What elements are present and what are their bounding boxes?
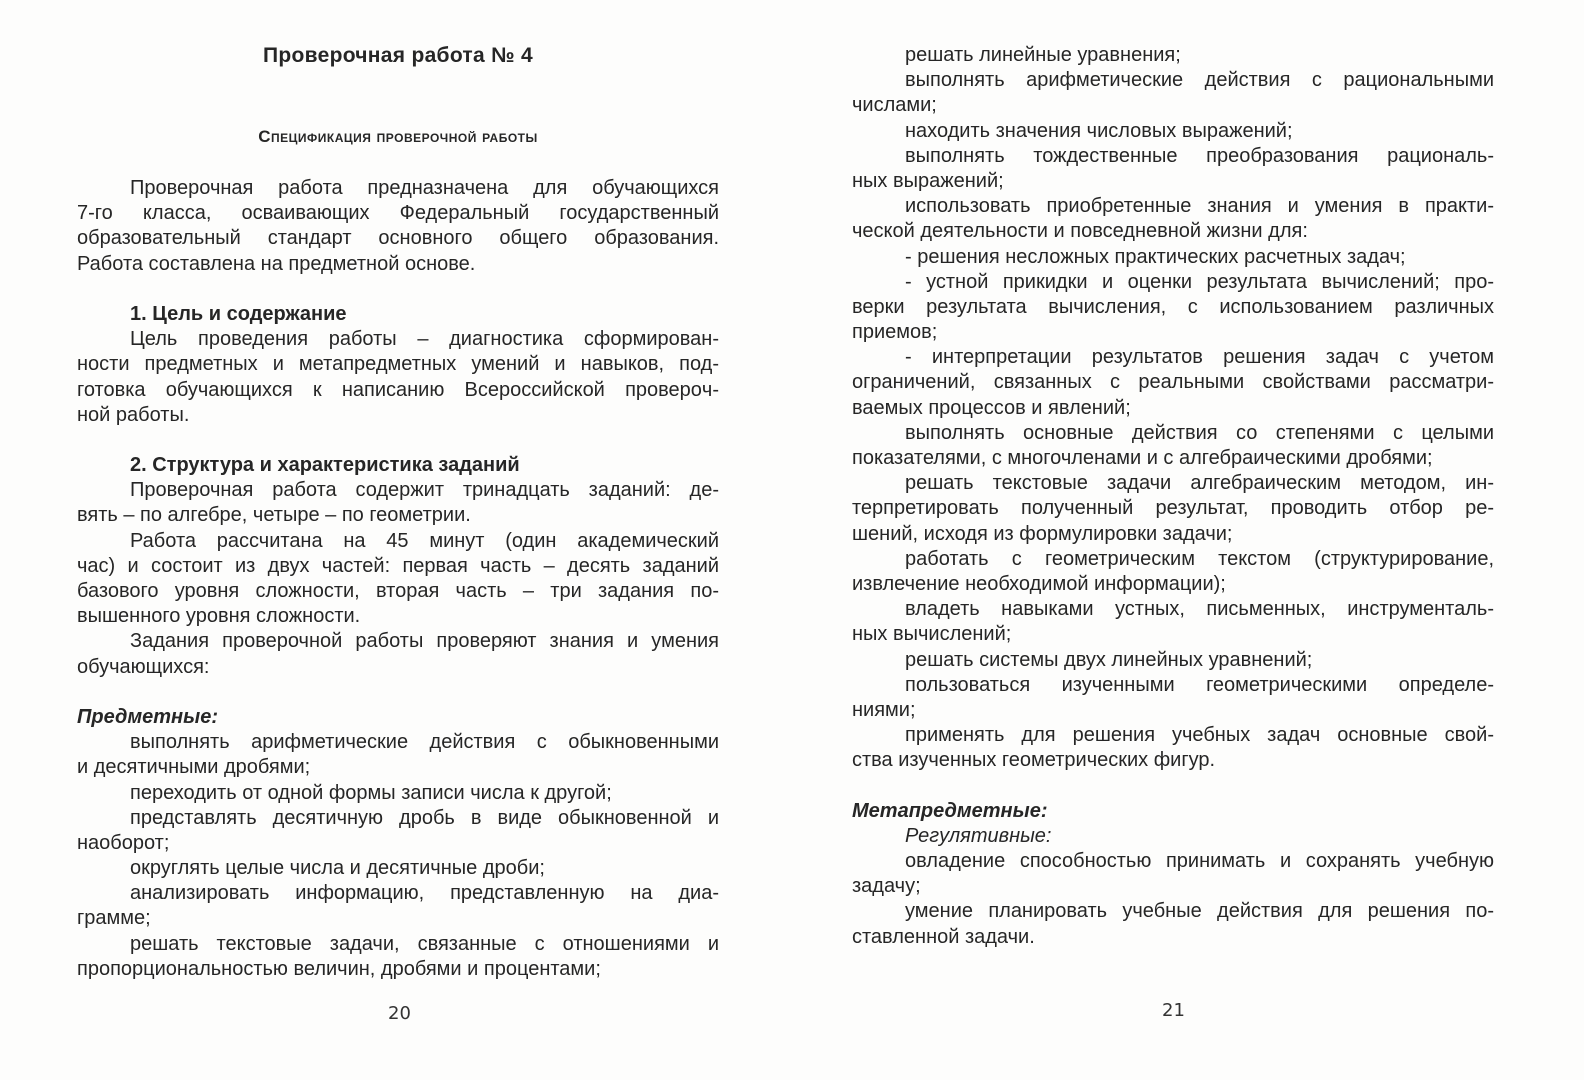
right-page — [852, 0, 1494, 1080]
paragraph-line: шений, исходя из формулировки задачи; — [852, 522, 1233, 545]
paragraph-line: решать текстовые задачи алгебраическим методом, ин- — [905, 472, 1494, 495]
paragraph-line: выполнять основные действия со степенями с целыми — [905, 421, 1494, 444]
blank-line — [77, 277, 719, 302]
paragraph-line: выполнять арифметические действия с рациональными — [905, 69, 1494, 92]
page-title: Проверочная работа № 4 — [263, 44, 533, 67]
paragraph-line: решать текстовые задачи, связанные с отношениями и — [130, 932, 719, 955]
paragraph-line: умение планировать учебные действия для решения по- — [905, 900, 1494, 923]
paragraph-line: показателями, с многочленами и с алгебраическими дробями; — [852, 447, 1433, 469]
paragraph-line: ности предметных и метапредметных умений и навыков, под- — [77, 353, 719, 376]
paragraph-line: выполнять арифметические действия с обыкновенными — [130, 731, 719, 754]
paragraph-line: час) и состоит из двух частей: первая часть – десять заданий — [77, 554, 719, 577]
paragraph-line: ставленной задачи. — [852, 925, 1035, 948]
paragraph-line: анализировать информацию, представленную на диа- — [130, 882, 719, 905]
paragraph-line: Проверочная работа содержит тринадцать заданий: де- — [130, 479, 719, 502]
category-heading: Метапредметные: — [852, 799, 1048, 822]
paragraph-line: - интерпретации результатов решения задач с учетом — [905, 346, 1494, 369]
paragraph-line: ческой деятельности и повседневной жизни для: — [852, 220, 1308, 243]
category-heading: Предметные: — [77, 705, 218, 728]
paragraph-line: представлять десятичную дробь в виде обыкновенной и — [130, 806, 719, 829]
paragraph-line: базового уровня сложности, вторая часть – три задания по- — [77, 580, 719, 602]
paragraph-line: решать линейные уравнения; — [905, 44, 1181, 66]
paragraph-line: Цель проведения работы – диагностика сформирован- — [130, 328, 719, 351]
paragraph-line: применять для решения учебных задач основные свой- — [905, 724, 1494, 747]
paragraph-line: работать с геометрическим текстом (структурирование, — [905, 547, 1494, 570]
paragraph-line: обучающихся: — [77, 655, 210, 678]
paragraph-line: ства изученных геометрических фигур. — [852, 749, 1216, 772]
paragraph-line: грамме; — [77, 907, 151, 930]
left-page — [77, 0, 719, 1080]
section-heading: 1. Цель и содержание — [130, 302, 347, 325]
paragraph-line: верки результата вычисления, с использованием различных — [852, 295, 1494, 318]
page-number-right: 21 — [1162, 1000, 1185, 1021]
paragraph-line: - устной прикидки и оценки результата вычислений; про- — [905, 270, 1494, 293]
paragraph-line: переходить от одной формы записи числа к другой; — [130, 781, 612, 804]
paragraph-line: извлечение необходимой информации); — [852, 572, 1226, 595]
paragraph-line: выполнять тождественные преобразования рациональ- — [905, 144, 1494, 167]
paragraph-line: владеть навыками устных, письменных, инструменталь- — [905, 598, 1494, 621]
paragraph-line: вышенного уровня сложности. — [77, 605, 361, 628]
paragraph-line: Работа составлена на предметной основе. — [77, 252, 476, 275]
paragraph-line: ниями; — [852, 698, 916, 721]
subcategory-heading: Регулятивные: — [905, 824, 1052, 847]
right-page-body — [852, 43, 1494, 950]
section-subtitle: Спецификация проверочной работы — [258, 127, 538, 146]
paragraph-line: - решения несложных практических расчетных задач; — [905, 245, 1406, 268]
blank-line — [852, 773, 1494, 798]
page-number-left: 20 — [388, 1003, 411, 1024]
section-heading: 2. Структура и характеристика заданий — [130, 454, 520, 477]
paragraph-line: готовка обучающихся к написанию Всероссийской проверoч- — [77, 378, 719, 401]
paragraph-line: ограничений, связанных с реальными свойствами рассматри- — [852, 371, 1494, 394]
paragraph-line: наоборот; — [77, 831, 170, 854]
paragraph-line: терпретировать полученный результат, проводить отбор ре- — [852, 497, 1494, 520]
paragraph-line: ной работы. — [77, 403, 190, 426]
paragraph-line: пропорциональностью величин, дробями и процентами; — [77, 957, 601, 980]
blank-line — [77, 680, 719, 705]
left-page-body — [77, 176, 719, 982]
paragraph-line: Работа рассчитана на 45 минут (один академический — [130, 529, 719, 552]
paragraph-line: задачу; — [852, 875, 921, 898]
blank-line — [77, 428, 719, 453]
paragraph-line: использовать приобретенные знания и умения в практи- — [905, 195, 1494, 218]
paragraph-line: находить значения числовых выражений; — [905, 119, 1293, 142]
paragraph-line: приемов; — [852, 321, 938, 344]
paragraph-line: Задания проверочной работы проверяют знания и умения — [130, 630, 719, 653]
paragraph-line: округлять целые числа и десятичные дроби; — [130, 857, 545, 880]
paragraph-line: и десятичными дробями; — [77, 756, 311, 779]
paragraph-line: 7-го класса, осваивающих Федеральный государственный — [77, 202, 719, 225]
paragraph-line: овладение способностью принимать и сохранять учебную — [905, 850, 1494, 872]
paragraph-line: ных вычислений; — [852, 623, 1012, 646]
paragraph-line: числами; — [852, 94, 937, 117]
paragraph-line: Проверочная работа предназначена для обучающихся — [130, 177, 719, 199]
paragraph-line: ваемых процессов и явлений; — [852, 396, 1131, 419]
paragraph-line: вять – по алгебре, четыре – по геометрии. — [77, 504, 471, 527]
paragraph-line: пользоваться изученными геометрическими определе- — [905, 673, 1494, 696]
paragraph-line: решать системы двух линейных уравнений; — [905, 648, 1313, 671]
paragraph-line: ных выражений; — [852, 169, 1004, 192]
paragraph-line: образовательный стандарт основного общего образования. — [77, 227, 719, 250]
